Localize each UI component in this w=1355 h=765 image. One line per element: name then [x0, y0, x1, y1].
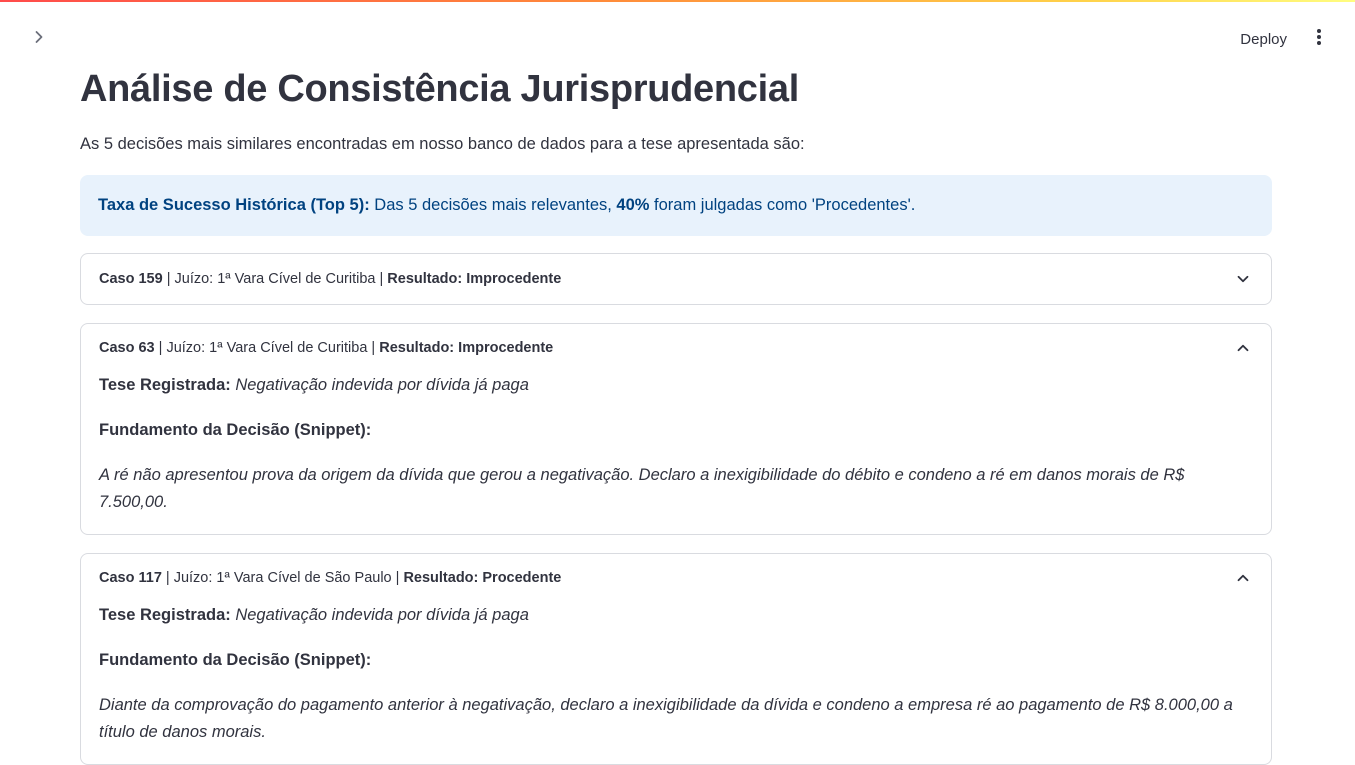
- chevron-right-icon: [32, 30, 46, 49]
- case-label: Caso 117: [99, 570, 162, 586]
- case-summary: [99, 271, 561, 287]
- case-court: | Juízo: 1ª Vara Cível de Curitiba |: [162, 271, 388, 287]
- case-expander: [80, 553, 1272, 765]
- basis-heading: [99, 647, 1253, 674]
- main-menu-button[interactable]: [1307, 25, 1331, 53]
- case-result: Resultado: Procedente: [403, 570, 562, 586]
- basis-label: Fundamento da Decisão (Snippet):: [99, 651, 372, 669]
- case-details: [81, 602, 1271, 764]
- case-details: [81, 372, 1271, 534]
- case-result: Resultado: Improcedente: [387, 271, 562, 287]
- thesis-label: Tese Registrada:: [99, 376, 231, 394]
- case-label: Caso 159: [99, 271, 163, 287]
- case-result: Resultado: Improcedente: [379, 340, 554, 356]
- thesis-line: [99, 602, 1253, 629]
- intro-text: As 5 decisões mais similares encontradas em nosso banco de dados para a tese apresentada são:: [80, 135, 805, 153]
- success-rate-value: 40%: [616, 196, 650, 214]
- more-vert-icon: [1316, 28, 1322, 51]
- case-label: Caso 63: [99, 340, 155, 356]
- page-title: Análise de Consistência Jurisprudencial: [80, 68, 799, 110]
- chevron-up-icon: [1235, 340, 1251, 356]
- success-rate-info-box: [80, 175, 1272, 236]
- deploy-button[interactable]: Deploy: [1240, 30, 1287, 48]
- success-rate-text-before: Das 5 decisões mais relevantes,: [369, 196, 617, 214]
- basis-label: Fundamento da Decisão (Snippet):: [99, 421, 372, 439]
- success-rate-text-after: foram julgadas como 'Procedentes'.: [649, 196, 916, 214]
- case-court: | Juízo: 1ª Vara Cível de São Paulo |: [161, 570, 404, 586]
- thesis-line: [99, 372, 1253, 399]
- case-expander-header[interactable]: [81, 324, 1271, 372]
- case-expander-header[interactable]: [81, 254, 1271, 304]
- case-summary: [99, 340, 553, 356]
- sidebar-expand-button[interactable]: [27, 27, 51, 51]
- thesis-value: Negativação indevida por dívida já paga: [235, 606, 529, 624]
- decision-snippet: Diante da comprovação do pagamento anterior à negativação, declaro a inexigibilidade da dívida e condeno a empresa ré ao pagamento de R$ 8.000,00 a título de danos morais.: [99, 696, 1233, 741]
- chevron-up-icon: [1235, 570, 1251, 586]
- main-content: [80, 60, 1272, 765]
- case-expander-header[interactable]: [81, 554, 1271, 602]
- thesis-value: Negativação indevida por dívida já paga: [235, 376, 529, 394]
- case-summary: [99, 570, 561, 586]
- decision-snippet: A ré não apresentou prova da origem da dívida que gerou a negativação. Declaro a inexigibilidade do débito e condeno a ré em danos morais de R$ 7.500,00.: [99, 466, 1185, 511]
- success-rate-label: Taxa de Sucesso Histórica (Top 5):: [98, 196, 370, 214]
- case-expander: [80, 323, 1272, 535]
- header-toolbar: [1230, 25, 1331, 53]
- thesis-label: Tese Registrada:: [99, 606, 231, 624]
- case-expander: [80, 253, 1272, 305]
- case-court: | Juízo: 1ª Vara Cível de Curitiba |: [154, 340, 380, 356]
- basis-heading: [99, 417, 1253, 444]
- top-decoration-bar: [0, 0, 1355, 2]
- chevron-down-icon: [1235, 271, 1251, 287]
